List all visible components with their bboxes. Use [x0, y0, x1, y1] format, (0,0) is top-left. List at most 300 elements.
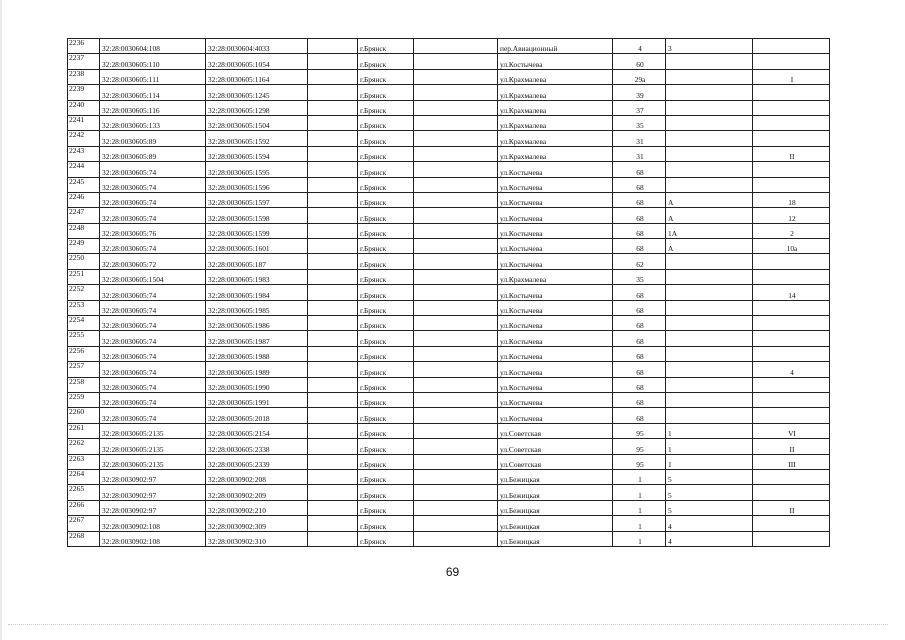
apartment-cell: III — [753, 454, 830, 469]
building-cell: А — [666, 239, 753, 254]
empty-cell — [308, 316, 358, 331]
table-row — [68, 85, 830, 100]
table-row — [68, 316, 830, 331]
row-number-cell: 2266 — [68, 500, 100, 515]
apartment-cell — [753, 300, 830, 315]
table-row — [68, 300, 830, 315]
empty-cell — [414, 285, 498, 300]
city-cell: г.Брянск — [358, 269, 414, 284]
house-number-cell: 68 — [613, 285, 666, 300]
cadastral-land-cell: 32:28:0030605:74 — [100, 192, 206, 207]
empty-cell — [414, 223, 498, 238]
street-cell: ул.Костычева — [498, 346, 613, 361]
city-cell: г.Брянск — [358, 177, 414, 192]
apartment-cell — [753, 392, 830, 407]
street-cell: ул.Крахмалева — [498, 146, 613, 161]
row-number-cell: 2262 — [68, 439, 100, 454]
city-cell: г.Брянск — [358, 208, 414, 223]
apartment-cell — [753, 100, 830, 115]
building-cell: 1А — [666, 223, 753, 238]
house-number-cell: 68 — [613, 346, 666, 361]
empty-cell — [414, 485, 498, 500]
row-number-cell: 2257 — [68, 362, 100, 377]
row-number-cell: 2265 — [68, 485, 100, 500]
house-number-cell: 4 — [613, 39, 666, 54]
empty-cell — [308, 392, 358, 407]
empty-cell — [414, 469, 498, 484]
cadastral-land-cell: 32:28:0030605:74 — [100, 162, 206, 177]
empty-cell — [308, 54, 358, 69]
empty-cell — [308, 131, 358, 146]
city-cell: г.Брянск — [358, 331, 414, 346]
cadastral-object-cell: 32:28:0030605:1991 — [206, 392, 308, 407]
cadastral-land-cell: 32:28:0030605:74 — [100, 331, 206, 346]
cadastral-object-cell: 32:28:0030605:1054 — [206, 54, 308, 69]
empty-cell — [308, 300, 358, 315]
city-cell: г.Брянск — [358, 316, 414, 331]
city-cell: г.Брянск — [358, 223, 414, 238]
empty-cell — [308, 408, 358, 423]
empty-cell — [414, 454, 498, 469]
building-cell — [666, 100, 753, 115]
empty-cell — [414, 162, 498, 177]
house-number-cell: 68 — [613, 408, 666, 423]
house-number-cell: 68 — [613, 377, 666, 392]
house-number-cell: 95 — [613, 454, 666, 469]
house-number-cell: 1 — [613, 500, 666, 515]
cadastral-land-cell: 32:28:0030902:97 — [100, 469, 206, 484]
street-cell: ул.Костычева — [498, 208, 613, 223]
apartment-cell: II — [753, 500, 830, 515]
house-number-cell: 1 — [613, 485, 666, 500]
building-cell: 4 — [666, 531, 753, 546]
building-cell — [666, 269, 753, 284]
city-cell: г.Брянск — [358, 131, 414, 146]
empty-cell — [308, 362, 358, 377]
apartment-cell — [753, 316, 830, 331]
street-cell: ул.Костычева — [498, 408, 613, 423]
street-cell: ул.Крахмалева — [498, 85, 613, 100]
building-cell: 4 — [666, 516, 753, 531]
cadastral-land-cell: 32:28:0030605:89 — [100, 146, 206, 161]
empty-cell — [414, 146, 498, 161]
city-cell: г.Брянск — [358, 115, 414, 130]
cadastral-land-cell: 32:28:0030605:74 — [100, 346, 206, 361]
row-number-cell: 2245 — [68, 177, 100, 192]
house-number-cell: 95 — [613, 439, 666, 454]
apartment-cell — [753, 408, 830, 423]
building-cell: 5 — [666, 485, 753, 500]
house-number-cell: 39 — [613, 85, 666, 100]
empty-cell — [308, 254, 358, 269]
empty-cell — [308, 454, 358, 469]
table-row — [68, 239, 830, 254]
row-number-cell: 2258 — [68, 377, 100, 392]
building-cell — [666, 392, 753, 407]
apartment-cell: 14 — [753, 285, 830, 300]
street-cell: ул.Костычева — [498, 177, 613, 192]
apartment-cell — [753, 177, 830, 192]
street-cell: ул.Костычева — [498, 331, 613, 346]
cadastral-object-cell: 32:28:0030605:1596 — [206, 177, 308, 192]
table-row — [68, 131, 830, 146]
cadastral-land-cell: 32:28:0030605:2135 — [100, 439, 206, 454]
empty-cell — [414, 85, 498, 100]
empty-cell — [414, 392, 498, 407]
house-number-cell: 95 — [613, 423, 666, 438]
street-cell: ул.Костычева — [498, 300, 613, 315]
table-row — [68, 162, 830, 177]
empty-cell — [414, 300, 498, 315]
house-number-cell: 68 — [613, 177, 666, 192]
house-number-cell: 35 — [613, 115, 666, 130]
city-cell: г.Брянск — [358, 239, 414, 254]
empty-cell — [308, 115, 358, 130]
row-number-cell: 2250 — [68, 254, 100, 269]
apartment-cell: 18 — [753, 192, 830, 207]
table-row — [68, 454, 830, 469]
row-number-cell: 2243 — [68, 146, 100, 161]
table-row — [68, 516, 830, 531]
cadastral-object-cell: 32:28:0030902:209 — [206, 485, 308, 500]
cadastral-land-cell: 32:28:0030605:74 — [100, 377, 206, 392]
building-cell — [666, 300, 753, 315]
cadastral-object-cell: 32:28:0030605:1988 — [206, 346, 308, 361]
cadastral-object-cell: 32:28:0030605:2154 — [206, 423, 308, 438]
apartment-cell: II — [753, 146, 830, 161]
cadastral-land-cell: 32:28:0030605:2135 — [100, 454, 206, 469]
building-cell — [666, 54, 753, 69]
building-cell — [666, 316, 753, 331]
cadastral-object-cell: 32:28:0030604:4033 — [206, 39, 308, 54]
row-number-cell: 2256 — [68, 346, 100, 361]
row-number-cell: 2252 — [68, 285, 100, 300]
empty-cell — [308, 423, 358, 438]
empty-cell — [308, 146, 358, 161]
cadastral-object-cell: 32:28:0030605:1598 — [206, 208, 308, 223]
cadastral-land-cell: 32:28:0030605:74 — [100, 408, 206, 423]
empty-cell — [308, 100, 358, 115]
cadastral-land-cell: 32:28:0030902:108 — [100, 516, 206, 531]
apartment-cell — [753, 54, 830, 69]
house-number-cell: 31 — [613, 131, 666, 146]
empty-cell — [308, 162, 358, 177]
apartment-cell — [753, 516, 830, 531]
city-cell: г.Брянск — [358, 500, 414, 515]
street-cell: ул.Костычева — [498, 54, 613, 69]
street-cell: ул.Бежицкая — [498, 531, 613, 546]
cadastral-object-cell: 32:28:0030605:2338 — [206, 439, 308, 454]
scan-edge — [0, 0, 2, 640]
table-row — [68, 469, 830, 484]
street-cell: ул.Бежицкая — [498, 485, 613, 500]
cadastral-land-cell: 32:28:0030605:74 — [100, 177, 206, 192]
apartment-cell: 12 — [753, 208, 830, 223]
empty-cell — [414, 39, 498, 54]
street-cell: ул.Крахмалева — [498, 69, 613, 84]
building-cell: 1 — [666, 454, 753, 469]
table-row — [68, 285, 830, 300]
house-number-cell: 68 — [613, 331, 666, 346]
house-number-cell: 37 — [613, 100, 666, 115]
registry-table — [67, 38, 830, 547]
table-row — [68, 146, 830, 161]
house-number-cell: 62 — [613, 254, 666, 269]
city-cell: г.Брянск — [358, 346, 414, 361]
empty-cell — [414, 254, 498, 269]
row-number-cell: 2268 — [68, 531, 100, 546]
city-cell: г.Брянск — [358, 485, 414, 500]
street-cell: ул.Бежицкая — [498, 516, 613, 531]
empty-cell — [414, 423, 498, 438]
street-cell: ул.Советская — [498, 423, 613, 438]
cadastral-object-cell: 32:28:0030605:1601 — [206, 239, 308, 254]
cadastral-land-cell: 32:28:0030605:89 — [100, 131, 206, 146]
apartment-cell — [753, 39, 830, 54]
row-number-cell: 2264 — [68, 469, 100, 484]
table-row — [68, 423, 830, 438]
empty-cell — [414, 131, 498, 146]
apartment-cell — [753, 346, 830, 361]
row-number-cell: 2267 — [68, 516, 100, 531]
table-body — [68, 39, 830, 547]
cadastral-land-cell: 32:28:0030902:97 — [100, 500, 206, 515]
city-cell: г.Брянск — [358, 146, 414, 161]
cadastral-object-cell: 32:28:0030605:1983 — [206, 269, 308, 284]
row-number-cell: 2255 — [68, 331, 100, 346]
empty-cell — [308, 485, 358, 500]
row-number-cell: 2248 — [68, 223, 100, 238]
building-cell — [666, 115, 753, 130]
cadastral-object-cell: 32:28:0030605:1984 — [206, 285, 308, 300]
cadastral-object-cell: 32:28:0030605:1595 — [206, 162, 308, 177]
empty-cell — [414, 346, 498, 361]
row-number-cell: 2253 — [68, 300, 100, 315]
row-number-cell: 2263 — [68, 454, 100, 469]
table-row — [68, 362, 830, 377]
row-number-cell: 2244 — [68, 162, 100, 177]
cadastral-object-cell: 32:28:0030605:2018 — [206, 408, 308, 423]
street-cell: ул.Костычева — [498, 285, 613, 300]
building-cell: 5 — [666, 469, 753, 484]
city-cell: г.Брянск — [358, 423, 414, 438]
building-cell: 3 — [666, 39, 753, 54]
cadastral-land-cell: 32:28:0030605:76 — [100, 223, 206, 238]
empty-cell — [308, 331, 358, 346]
table-row — [68, 392, 830, 407]
row-number-cell: 2242 — [68, 131, 100, 146]
building-cell — [666, 346, 753, 361]
building-cell: 1 — [666, 423, 753, 438]
cadastral-land-cell: 32:28:0030605:74 — [100, 208, 206, 223]
row-number-cell: 2247 — [68, 208, 100, 223]
empty-cell — [308, 531, 358, 546]
cadastral-object-cell: 32:28:0030605:1597 — [206, 192, 308, 207]
house-number-cell: 35 — [613, 269, 666, 284]
row-number-cell: 2259 — [68, 392, 100, 407]
empty-cell — [414, 54, 498, 69]
street-cell: ул.Советская — [498, 439, 613, 454]
cadastral-object-cell: 32:28:0030902:310 — [206, 531, 308, 546]
apartment-cell — [753, 85, 830, 100]
apartment-cell: II — [753, 439, 830, 454]
page-number: 69 — [445, 565, 460, 579]
cadastral-object-cell: 32:28:0030902:210 — [206, 500, 308, 515]
cadastral-land-cell: 32:28:0030605:74 — [100, 362, 206, 377]
empty-cell — [308, 377, 358, 392]
empty-cell — [414, 439, 498, 454]
cadastral-land-cell: 32:28:0030605:74 — [100, 392, 206, 407]
house-number-cell: 1 — [613, 531, 666, 546]
table-row — [68, 69, 830, 84]
table-row — [68, 208, 830, 223]
table-row — [68, 531, 830, 546]
cadastral-object-cell: 32:28:0030605:1990 — [206, 377, 308, 392]
apartment-cell — [753, 485, 830, 500]
street-cell: ул.Костычева — [498, 377, 613, 392]
street-cell: ул.Бежицкая — [498, 469, 613, 484]
cadastral-land-cell: 32:28:0030605:1504 — [100, 269, 206, 284]
city-cell: г.Брянск — [358, 531, 414, 546]
cadastral-object-cell: 32:28:0030605:2339 — [206, 454, 308, 469]
street-cell: ул.Костычева — [498, 239, 613, 254]
row-number-cell: 2238 — [68, 69, 100, 84]
city-cell: г.Брянск — [358, 300, 414, 315]
row-number-cell: 2261 — [68, 423, 100, 438]
house-number-cell: 68 — [613, 362, 666, 377]
cadastral-land-cell: 32:28:0030605:74 — [100, 316, 206, 331]
empty-cell — [308, 346, 358, 361]
empty-cell — [414, 177, 498, 192]
empty-cell — [414, 239, 498, 254]
table-row — [68, 485, 830, 500]
apartment-cell: VI — [753, 423, 830, 438]
street-cell: ул.Костычева — [498, 316, 613, 331]
empty-cell — [308, 239, 358, 254]
row-number-cell: 2246 — [68, 192, 100, 207]
table-row — [68, 39, 830, 54]
cadastral-land-cell: 32:28:0030605:74 — [100, 300, 206, 315]
cadastral-land-cell: 32:28:0030605:2135 — [100, 423, 206, 438]
house-number-cell: 68 — [613, 300, 666, 315]
row-number-cell: 2240 — [68, 100, 100, 115]
city-cell: г.Брянск — [358, 362, 414, 377]
cadastral-land-cell: 32:28:0030605:74 — [100, 285, 206, 300]
empty-cell — [308, 177, 358, 192]
building-cell — [666, 285, 753, 300]
table-row — [68, 100, 830, 115]
cadastral-object-cell: 32:28:0030902:309 — [206, 516, 308, 531]
row-number-cell: 2236 — [68, 39, 100, 54]
apartment-cell: I — [753, 69, 830, 84]
cadastral-land-cell: 32:28:0030605:133 — [100, 115, 206, 130]
city-cell: г.Брянск — [358, 285, 414, 300]
empty-cell — [414, 362, 498, 377]
empty-cell — [308, 500, 358, 515]
cadastral-object-cell: 32:28:0030902:208 — [206, 469, 308, 484]
building-cell — [666, 146, 753, 161]
row-number-cell: 2241 — [68, 115, 100, 130]
cadastral-object-cell: 32:28:0030605:1592 — [206, 131, 308, 146]
cadastral-land-cell: 32:28:0030605:111 — [100, 69, 206, 84]
city-cell: г.Брянск — [358, 54, 414, 69]
building-cell: 1 — [666, 439, 753, 454]
street-cell: ул.Костычева — [498, 392, 613, 407]
house-number-cell: 1 — [613, 516, 666, 531]
cadastral-land-cell: 32:28:0030605:72 — [100, 254, 206, 269]
apartment-cell — [753, 254, 830, 269]
empty-cell — [414, 192, 498, 207]
empty-cell — [414, 269, 498, 284]
empty-cell — [414, 115, 498, 130]
city-cell: г.Брянск — [358, 469, 414, 484]
empty-cell — [414, 500, 498, 515]
apartment-cell — [753, 131, 830, 146]
street-cell: ул.Бежицкая — [498, 500, 613, 515]
apartment-cell: 10а — [753, 239, 830, 254]
building-cell — [666, 85, 753, 100]
cadastral-object-cell: 32:28:0030605:187 — [206, 254, 308, 269]
empty-cell — [308, 469, 358, 484]
city-cell: г.Брянск — [358, 162, 414, 177]
row-number-cell: 2237 — [68, 54, 100, 69]
house-number-cell: 31 — [613, 146, 666, 161]
apartment-cell — [753, 531, 830, 546]
house-number-cell: 60 — [613, 54, 666, 69]
house-number-cell: 68 — [613, 208, 666, 223]
street-cell: ул.Костычева — [498, 162, 613, 177]
table-row — [68, 408, 830, 423]
table-row — [68, 54, 830, 69]
table-row — [68, 115, 830, 130]
city-cell: г.Брянск — [358, 100, 414, 115]
city-cell: г.Брянск — [358, 408, 414, 423]
cadastral-object-cell: 32:28:0030605:1985 — [206, 300, 308, 315]
building-cell: А — [666, 208, 753, 223]
house-number-cell: 68 — [613, 392, 666, 407]
house-number-cell: 68 — [613, 162, 666, 177]
empty-cell — [308, 208, 358, 223]
street-cell: ул.Крахмалева — [498, 115, 613, 130]
building-cell — [666, 408, 753, 423]
building-cell — [666, 162, 753, 177]
building-cell — [666, 377, 753, 392]
house-number-cell: 68 — [613, 192, 666, 207]
cadastral-object-cell: 32:28:0030605:1164 — [206, 69, 308, 84]
empty-cell — [308, 192, 358, 207]
cadastral-land-cell: 32:28:0030605:74 — [100, 239, 206, 254]
street-cell: ул.Крахмалева — [498, 269, 613, 284]
empty-cell — [308, 69, 358, 84]
apartment-cell — [753, 331, 830, 346]
street-cell: ул.Советская — [498, 454, 613, 469]
cadastral-land-cell: 32:28:0030605:116 — [100, 100, 206, 115]
apartment-cell: 2 — [753, 223, 830, 238]
city-cell: г.Брянск — [358, 439, 414, 454]
building-cell: 5 — [666, 500, 753, 515]
apartment-cell — [753, 269, 830, 284]
row-number-cell: 2249 — [68, 239, 100, 254]
apartment-cell — [753, 377, 830, 392]
city-cell: г.Брянск — [358, 392, 414, 407]
cadastral-object-cell: 32:28:0030605:1594 — [206, 146, 308, 161]
empty-cell — [308, 223, 358, 238]
house-number-cell: 68 — [613, 223, 666, 238]
apartment-cell: 4 — [753, 362, 830, 377]
empty-cell — [308, 516, 358, 531]
house-number-cell: 29а — [613, 69, 666, 84]
building-cell — [666, 331, 753, 346]
